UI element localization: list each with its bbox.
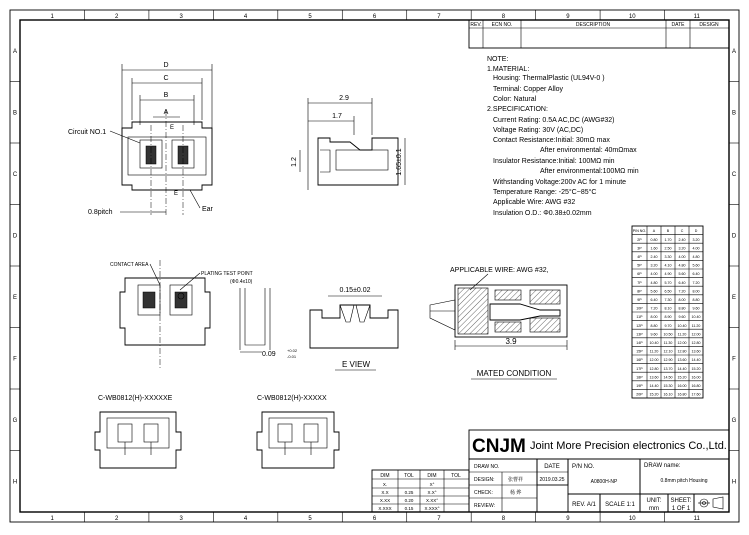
mated-condition-title: MATED CONDITION [476,369,552,378]
tol-header: DIM [380,473,390,479]
dim-table-cell: 6.40 [678,280,686,285]
revision-table [469,20,729,48]
dim-table-cell: 9P [637,297,642,302]
dim-table-cell: 12.10 [663,349,673,354]
mated-view [430,267,567,379]
dim-table-cell: 6.40 [650,297,658,302]
dim-table-cell: 17.60 [691,392,701,397]
dim-table-cell: 14.50 [663,375,673,380]
note-line: After environmental:100MΩ min [540,168,639,175]
dim-table-cell: 7P [637,280,642,285]
dim-table-cell: 5.60 [692,263,700,268]
dim-table-cell: 0.80 [650,237,658,242]
dim-1-7-label: 1.7 [332,113,342,120]
dim-a-label: A [163,109,169,116]
review-label: REVIEW: [474,503,496,509]
zone-row-label: D [731,233,737,240]
dim-table-cell: 10.40 [691,315,701,320]
zone-row-label: E [731,294,737,301]
dim-table-cell: 4.00 [692,246,700,251]
tol-cell: X.XXX° [424,506,440,511]
check-value: 杨 烨 [510,490,522,496]
dim-table-cell: 5.60 [650,289,658,294]
tol-header: DIM [427,473,437,479]
dim-table-cell: 7.20 [678,289,686,294]
zone-column-label: 4 [243,14,248,20]
zone-column-label: 1 [50,516,54,522]
dim-table-cell: 4.80 [692,254,700,259]
bottom-views [95,395,339,468]
dim-table-cell: 14.40 [677,366,687,371]
dim-table-cell: 8.10 [664,306,672,311]
zone-row-label: B [731,110,737,117]
design-header: DESIGN [699,22,719,28]
dim-table-cell: 9.60 [650,332,658,337]
dim-table-cell: 10.40 [677,323,687,328]
circuit-no-label: Circuit NO.1 [68,129,107,136]
notes [487,56,639,217]
dim-table-cell: 1.70 [664,237,672,242]
mated-dim-label: 3.9 [505,337,517,346]
zone-row-label: F [13,356,17,363]
side-view [291,95,405,190]
dim-table-cell: 16.00 [691,375,701,380]
pn-value: A0800H-NP [590,479,618,485]
note-line: Contact Resistance:Initial: 30mΩ max [493,137,610,144]
dim-table-cell: 8.00 [678,297,686,302]
note-line: Temperature Range: -25°C~85°C [493,189,597,196]
dim-2-9-label: 2.9 [339,95,349,102]
dim-table-header: D [694,229,698,234]
dim-table-cell: 18P [636,375,643,380]
dim-table-cell: 17P [636,366,643,371]
zone-column-label: 10 [628,516,636,522]
title-block [372,430,729,512]
dim-table-cell: 15.30 [663,383,673,388]
dim-table-cell: 12.00 [691,332,701,337]
dim-table-cell: 5.70 [664,280,672,285]
e-view-title: E VIEW [341,360,371,369]
dim-table-cell: 1.60 [650,246,658,251]
pn-label: P/N NO. [572,464,595,470]
date-header: DATE [671,22,685,28]
dim-c-label: C [163,75,169,82]
dim-table-cell: 11P [636,315,643,320]
zone-column-label: 3 [179,14,183,20]
projection-symbol-icon [698,497,723,509]
tol-header: TOL [451,473,461,479]
note-line: Color: Natural [493,96,537,103]
contact-area-label: CONTACT AREA [110,262,149,268]
dim-table-cell: 5P [637,263,642,268]
dim-table-cell: 11.20 [649,349,659,354]
tol-minus-label: -0.01 [287,354,297,359]
zone-column-label: 9 [566,14,570,20]
dim-table-cell: 16.00 [677,383,687,388]
draw-name-label: DRAW name: [644,463,681,469]
dim-table-cell: 3P [637,246,642,251]
dim-table-cell: 4.00 [650,272,658,277]
top-view [68,62,214,216]
dim-table-header: B [666,229,670,234]
zone-column-label: 6 [372,14,377,20]
note-line: Withstanding Voltage:200v AC for 1 minute [493,179,627,186]
zone-column-label: 11 [693,516,700,522]
tol-cell: X. [382,482,388,487]
dim-table-cell: 15.20 [677,375,687,380]
dim-table-cell: 6.50 [664,289,672,294]
dim-table-cell: 13.60 [677,358,687,363]
zone-row-label: H [12,479,18,486]
dim-table-header: PIN NO. [632,229,647,234]
dim-table-cell: 11.20 [677,332,687,337]
zone-column-label: 7 [437,516,441,522]
dim-table-cell: 4P [637,254,642,259]
dim-table-cell: 13.70 [663,366,673,371]
dim-table-cell: 7.20 [692,280,700,285]
dim-table-cell: 12.00 [649,358,659,363]
dim-table-cell: 13.60 [649,375,659,380]
dim-table-cell: 4.00 [678,254,686,259]
zone-column-label: 5 [308,516,312,522]
ear-label: Ear [202,206,213,213]
zone-column-label: 11 [693,14,700,20]
zone-column-label: 10 [628,14,636,20]
zone-column-label: 8 [501,14,506,20]
dim-table-cell: 15P [636,349,643,354]
tol-cell: X.X° [427,490,437,495]
e-view [310,287,398,370]
design-label: DESIGN: [474,477,495,483]
dim-table-cell: 15.20 [691,366,701,371]
zone-column-label: 3 [179,516,183,522]
dim-1-65-label: 1.65±0.1 [396,148,403,176]
dim-table-cell: 8.00 [692,289,700,294]
tol-cell: X.XX [379,498,391,503]
rev-label: REV. A/1 [572,502,596,508]
dim-table-cell: 2P [637,237,642,242]
note-line: Applicable Wire: AWG #32 [493,199,576,206]
note-line: After environmental: 40mΩmax [540,147,637,154]
dim-table-cell: 3.20 [678,246,686,251]
dim-table-cell: 16.80 [677,392,687,397]
zone-row-label: C [731,171,737,178]
zone-column-label: 8 [501,516,506,522]
dim-table-cell: 14.40 [691,358,701,363]
zone-row-label: A [731,48,737,55]
sheet-label: SHEET: [670,498,692,504]
unit-value: mm [649,506,659,512]
dim-table-cell: 8.80 [692,297,700,302]
zone-column-label: 2 [115,516,119,522]
dim-table-cell: 7.30 [664,297,672,302]
date-label: DATE [544,464,560,470]
dim-table-cell: 12.80 [649,366,659,371]
zone-row-label: C [12,171,18,178]
dim-table-cell: 11.30 [663,340,673,345]
zone-row-label: A [12,48,18,55]
zone-column-label: 5 [308,14,312,20]
detail-view [110,260,298,370]
dim-table-cell: 12.80 [691,340,701,345]
dim-table-cell: 3.30 [664,254,672,259]
zone-row-label: D [12,233,18,240]
tol-plus-label: +0.02 [287,348,298,353]
zone-column-label: 4 [243,516,248,522]
dim-table-cell: 4.80 [678,263,686,268]
dim-table-cell: 10P [636,306,643,311]
dim-table-cell: 3.20 [650,263,658,268]
tol-cell: X.X [381,490,389,495]
dim-table-cell: 16.80 [691,383,701,388]
notes-title: NOTE: [487,56,509,63]
tol-cell: 0.25 [404,490,414,495]
note-line: Insulation O.D.: Φ0.38±0.02mm [493,210,592,217]
dim-table-cell: 9.60 [692,306,700,311]
dim-table-cell: 2.40 [650,254,658,259]
design-value: 张曹祥 [508,477,524,483]
zone-row-label: G [12,417,18,424]
e-view-dim-label: 0.15±0.02 [339,287,371,294]
dim-table-cell: 8.80 [678,306,686,311]
note-line: Terminal: Copper Alloy [493,86,564,93]
zone-row-label: B [12,110,18,117]
dim-table-cell: 8.00 [650,315,658,320]
dim-table-cell: 11.20 [691,323,701,328]
dim-table-cell: 12.00 [677,340,687,345]
plating-dim-label: (Φ0.4x10) [230,279,253,285]
note-line: 2.SPECIFICATION: [487,106,548,113]
dim-table-cell: 12.90 [663,358,673,363]
zone-column-label: 9 [566,516,570,522]
note-line: Voltage Rating: 30V (AC,DC) [493,127,584,134]
zone-row-label: F [732,356,736,363]
dim-table-cell: 6.40 [692,272,700,277]
pitch-label: 0.8pitch [88,209,113,216]
dim-table-cell: 14.40 [649,383,659,388]
sheet-value: 1 OF 1 [671,506,691,512]
dim-table-cell: 4.90 [664,272,672,277]
dim-table-cell: 2.40 [678,237,686,242]
tol-cell: 0.20 [404,498,414,503]
dim-table-cell: 7.20 [650,306,658,311]
draw-no-label: DRAW NO. [474,464,500,470]
note-line: Housing: ThermalPlastic (UL94V-0 ) [493,75,605,82]
tol-cell: X.XX° [425,498,439,503]
dim-table-cell: 20P [636,392,643,397]
note-line: Current Rating: 0.5A AC,DC (AWG#32) [493,117,615,124]
description-header: DESCRIPTION [575,22,611,28]
ecn-header: ECN NO. [491,22,513,28]
tol-header: TOL [404,473,414,479]
part-number-label: C-WB0812(H)-XXXXX [257,395,327,402]
dim-b-label: B [163,92,169,99]
dim-table-cell: 19P [636,383,643,388]
applicable-wire-label: APPLICABLE WIRE: AWG #32, [450,267,549,274]
tol-cell: X° [429,482,435,487]
part-number-e-label: C-WB0812(H)-XXXXXE [98,395,173,402]
zone-column-label: 2 [115,14,119,20]
dim-table-cell: 12.80 [677,349,687,354]
zone-column-label: 7 [437,14,441,20]
dim-table-header: C [680,229,684,234]
section-e-label: E [174,191,179,197]
note-line: Insulator Resistance:Initial: 100MΩ min [493,158,615,165]
dim-table-cell: 16P [636,358,643,363]
tol-cell: 0.15 [404,506,414,511]
dim-0-09-label: 0.09 [262,351,276,358]
zone-column-label: 1 [50,14,54,20]
company-logo: CNJM [472,436,526,457]
dim-table-cell: 6P [637,272,642,277]
dim-table-cell: 4.10 [664,263,672,268]
check-label: CHECK: [474,490,493,496]
note-line: 1.MATERIAL: [487,66,530,73]
rev-header: REV. [470,22,482,28]
dim-table-cell: 13P [636,332,643,337]
dim-table-cell: 12P [636,323,643,328]
dim-table-header: A [652,229,656,234]
company-name: Joint More Precision electronics Co.,Ltd. [530,440,727,452]
section-e-label: E [170,125,175,131]
dim-table-cell: 8.80 [650,323,658,328]
draw-name-value: 0.8mm pitch Housing [660,478,708,484]
zone-row-label: G [731,417,737,424]
dimension-table [632,226,703,398]
dim-table-cell: 15.20 [649,392,659,397]
scale-label: SCALE 1:1 [605,502,635,508]
zone-row-label: H [731,479,737,486]
dim-table-cell: 9.70 [664,323,672,328]
dim-table-cell: 9.60 [678,315,686,320]
dim-table-cell: 2.50 [664,246,672,251]
dim-table-cell: 14P [636,340,643,345]
dim-table-cell: 13.60 [691,349,701,354]
plating-test-label: PLATING TEST POINT [201,271,253,277]
date-value: 2019.03.25 [539,477,565,483]
dim-table-cell: 4.80 [650,280,658,285]
dim-table-cell: 8.90 [664,315,672,320]
unit-label: UNIT: [646,498,662,504]
dim-table-cell: 10.50 [663,332,673,337]
dim-d-label: D [163,62,169,69]
dim-table-cell: 3.20 [692,237,700,242]
dim-table-cell: 16.10 [663,392,673,397]
dim-table-cell: 10.40 [649,340,659,345]
dim-table-cell: 8P [637,289,642,294]
tol-cell: X.XXX [378,506,392,511]
dim-1-2-label: 1.2 [291,157,298,167]
dim-table-cell: 5.60 [678,272,686,277]
zone-row-label: E [12,294,18,301]
zone-column-label: 6 [372,516,377,522]
